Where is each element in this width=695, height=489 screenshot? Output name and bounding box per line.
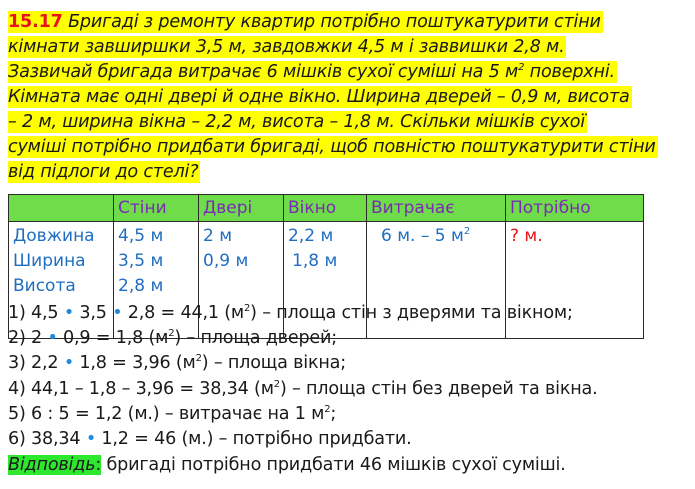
problem-text: поверхні. <box>529 62 615 82</box>
table-header: Стіни <box>114 195 199 222</box>
problem-text: Бригаді з ремонту квартир потрібно поштукатурити стіни <box>68 12 601 32</box>
step-text: ) – площа стін без дверей та вікна. <box>279 379 598 399</box>
solution-step <box>8 327 337 349</box>
solution-step <box>8 378 598 400</box>
step-text: 4) 44,1 – 1,8 – 3,96 = 38,34 (м <box>8 379 274 399</box>
cell-value: 3,5 м <box>118 251 164 271</box>
cell-value: ? м. <box>510 226 543 246</box>
step-text: ) – площа дверей; <box>174 328 338 348</box>
table-header: Потрібно <box>506 195 644 222</box>
problem-line: – 2 м, ширина вікна – 2,2 м, висота – 1,8 м. Скільки мішків сухої <box>8 112 586 132</box>
answer-line <box>8 454 566 476</box>
row-label: Довжина <box>13 226 95 246</box>
superscript: 2 <box>273 379 280 390</box>
step-text: 5) 6 : 5 = 1,2 (м.) – витрачає на 1 м <box>8 404 325 424</box>
step-text: 6) 38,34 <box>8 429 86 449</box>
problem-text: Зазвичай бригада витрачає 6 мішків сухої суміші на 5 м <box>8 62 519 82</box>
multiply-dot-icon: • <box>47 328 58 348</box>
cell-value: 0,9 м <box>203 251 249 271</box>
step-text: 3) 2,2 <box>8 353 64 373</box>
row-label: Висота <box>13 276 76 296</box>
superscript: 2 <box>168 328 175 339</box>
problem-line: суміші потрібно придбати бригаді, щоб повністю поштукатурити стіни <box>8 137 656 157</box>
answer-text: бригаді потрібно придбати 46 мішків сухої суміші. <box>101 455 566 475</box>
superscript: 2 <box>463 226 471 237</box>
multiply-dot-icon: • <box>63 303 75 323</box>
step-text: 2,8 = 44,1 (м <box>122 303 244 323</box>
problem-line <box>8 61 617 83</box>
problem-line: Кімната має одні двері й одне вікно. Ширина дверей – 0,9 м, висота <box>8 87 630 107</box>
superscript: 2 <box>243 303 251 314</box>
table-header <box>9 195 114 222</box>
step-text: ) – площа стін з дверями та вікном; <box>250 303 573 323</box>
step-text: 1,8 = 3,96 (м <box>74 353 196 373</box>
superscript: 2 <box>195 353 202 364</box>
solution-step <box>8 352 346 374</box>
row-label: Ширина <box>13 251 86 271</box>
multiply-dot-icon: • <box>63 353 75 373</box>
problem-number: 15.17 <box>8 12 63 32</box>
solution-step <box>8 428 412 450</box>
solution-step <box>8 403 336 425</box>
solution-step <box>8 302 573 324</box>
step-text: 1,2 = 46 (м.) – потрібно придбати. <box>96 429 412 449</box>
table-header: Вікно <box>284 195 367 222</box>
step-text: 3,5 <box>74 303 113 323</box>
table-header: Двері <box>199 195 284 222</box>
cell-value: 2,8 м <box>118 276 164 296</box>
superscript: 2 <box>518 62 525 73</box>
problem-line: від підлоги до стелі? <box>8 162 199 182</box>
answer-colon: : <box>95 455 102 475</box>
cell-value <box>381 224 505 249</box>
superscript: 2 <box>324 404 331 415</box>
step-text: ; <box>330 404 337 424</box>
consumption-text: 6 м. – 5 м <box>381 226 464 246</box>
problem-line <box>8 11 603 33</box>
answer-label: Відповідь <box>8 455 96 475</box>
cell-value: 2 м <box>203 226 233 246</box>
multiply-dot-icon: • <box>112 303 123 323</box>
step-text: 0,9 = 1,8 (м <box>57 328 169 348</box>
cell-value: 2,2 м <box>288 226 334 246</box>
step-text: ) – площа вікна; <box>201 353 346 373</box>
multiply-dot-icon: • <box>85 429 96 449</box>
table-header-row <box>9 195 644 222</box>
step-text: 1) 4,5 <box>8 303 64 323</box>
problem-line: кімнати завширшки 3,5 м, завдовжки 4,5 м і заввишки 2,8 м. <box>8 37 565 57</box>
cell-value: 1,8 м <box>292 251 338 271</box>
step-text: 2) 2 <box>8 328 48 348</box>
cell-value: 4,5 м <box>118 226 164 246</box>
table-header: Витрачає <box>367 195 506 222</box>
